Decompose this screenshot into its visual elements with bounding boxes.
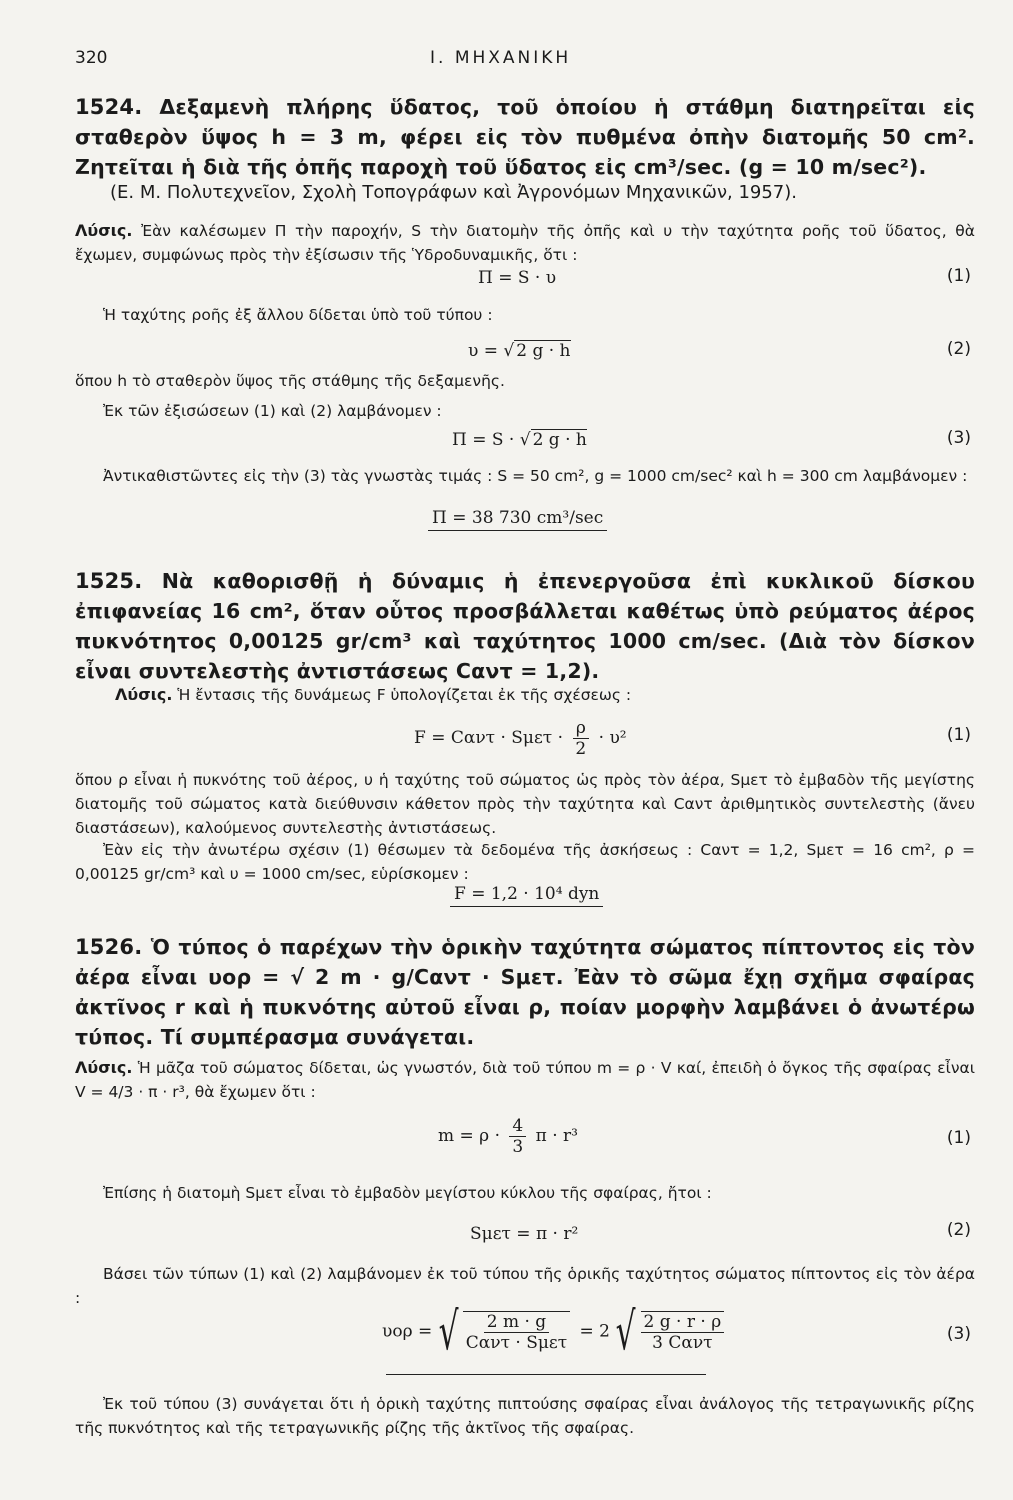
text-line: Ἐκ τῶν ἐξισώσεων (1) καὶ (2) λαμβάνομεν : [103, 402, 442, 420]
denominator: 2 [575, 739, 587, 759]
text-line: ὅπου h τὸ σταθερὸν ὕψος τῆς στάθμης τῆς δεξαμενῆς. [75, 372, 505, 390]
solution-intro [75, 1056, 975, 1104]
sqrt-icon: √ [503, 341, 515, 361]
equation-lhs: Π = S · [452, 430, 520, 450]
equation-mid: = 2 [574, 1321, 616, 1342]
problem-statement: Ὁ τύπος ὁ παρέχων τὴν ὁρικὴν ταχύτητα σώματος πίπτοντος εἰς τὸν ἀέρα εἶναι υορ = √ 2 m · g/Cαντ · Sμετ. Ἐὰν τὸ σῶμα ἔχῃ σχῆμα σφαίρας ἀκτῖνος r καὶ ἡ πυκνότης αὐτοῦ εἶναι ρ, ποίαν μορφὴν λαμβάνει ὁ ἀνωτέρω τύπος. Τί συμπέρασμα συνάγεται. [75, 935, 975, 1049]
equation-lhs: υορ = [382, 1321, 438, 1342]
equation-lhs: F = Cαντ · Sμετ · [414, 728, 569, 748]
text-line: Ἡ ταχύτης ροῆς ἐξ ἄλλου δίδεται ὑπὸ τοῦ τύπου : [103, 306, 493, 324]
solution-text: Ἐὰν καλέσωμεν Π τὴν παροχήν, S τὴν διατομὴν τῆς ὀπῆς καὶ υ τὴν ταχύτητα ροῆς τοῦ ὕδατος, θὰ ἔχωμεν, συμφώνως πρὸς τὴν ἐξίσωσιν τῆς Ὑδροδυναμικῆς, ὅτι : [75, 222, 975, 264]
equation-2: Sμετ = π · r² [470, 1224, 579, 1244]
numerator: 2 m · g [484, 1312, 549, 1333]
equation-number: (2) [946, 339, 971, 359]
problem-statement: Δεξαμενὴ πλήρης ὕδατος, τοῦ ὁποίου ἡ στάθμη διατηρεῖται εἰς σταθερὸν ὕψος h = 3 m, φέρει εἰς τὸν πυθμένα ὀπὴν διατομῆς 50 cm². Ζητεῖται ἡ διὰ τῆς ὀπῆς παροχὴ τοῦ ὕδατος εἰς cm³/sec. (g = 10 m/sec²). [75, 95, 975, 179]
solution-text: Ἡ μᾶζα τοῦ σώματος δίδεται, ὡς γνωστόν, διὰ τοῦ τύπου m = ρ · V καί, ἐπειδὴ ὁ ὄγκος τῆς σφαίρας εἶναι V = 4/3 · π · r³, θὰ ἔχωμεν ὅτι : [75, 1059, 975, 1101]
conclusion-paragraph: Ἐκ τοῦ τύπου (3) συνάγεται ὅτι ἡ ὁρικὴ ταχύτης πιπτούσης σφαίρας εἶναι ἀνάλογος τῆς τετραγωνικῆς ρίζης τῆς πυκνότητος καὶ τῆς τετραγωνικῆς ρίζης τῆς ἀκτῖνος τῆς σφαίρας. [75, 1395, 975, 1437]
problem-1524 [75, 92, 975, 182]
equation-number: (3) [946, 428, 971, 448]
text-paragraph: Ἐὰν εἰς τὴν ἀνωτέρω σχέσιν (1) θέσωμεν τὰ δεδομένα τῆς ἀσκήσεως : Cαντ = 1,2, Sμετ = 16 cm², ρ = 0,00125 gr/cm³ καὶ υ = 1000 cm/sec, εὑρίσκομεν : [75, 841, 975, 883]
equation-number: (1) [946, 1128, 971, 1148]
equation-2 [468, 341, 571, 361]
solution-label: Λύσις. [75, 221, 133, 240]
equation-rhs: π · r³ [530, 1126, 578, 1146]
denominator: 3 [512, 1137, 524, 1157]
solution-intro [75, 219, 975, 267]
problem-number: 1524. [75, 95, 143, 119]
numerator: 4 [509, 1116, 526, 1137]
denominator: 3 Cαντ [652, 1333, 713, 1353]
sqrt-icon: √ [519, 430, 531, 450]
equation-number: (2) [946, 1220, 971, 1240]
problem-1526 [75, 932, 975, 1052]
equation-number: (3) [946, 1324, 971, 1344]
equation-number: (1) [946, 266, 971, 286]
equation-rhs: · υ² [593, 728, 627, 748]
equation-lhs: υ = [468, 341, 504, 361]
fraction [509, 1116, 526, 1157]
numerator: ρ [573, 718, 589, 739]
denominator: Cαντ · Sμετ [465, 1333, 568, 1353]
solution-label: Λύσις. [115, 685, 173, 704]
text-paragraph: Ἀντικαθιστῶντες εἰς τὴν (3) τὰς γνωστὰς τιμάς : S = 50 cm², g = 1000 cm/sec² καὶ h = 300 cm λαμβάνομεν : [103, 467, 968, 485]
fraction [641, 1311, 725, 1353]
equation-1 [438, 1116, 578, 1157]
equation-3 [382, 1302, 728, 1362]
result-1525: F = 1,2 · 10⁴ dyn [450, 884, 603, 907]
equation-3 [452, 430, 587, 450]
radicand: 2 g · h [532, 430, 587, 450]
text-paragraph: ὅπου ρ εἶναι ἡ πυκνότης τοῦ ἀέρος, υ ἡ ταχύτης τοῦ σώματος ὡς πρὸς τὸν ἀέρα, Sμετ τὸ ἐμβαδὸν τῆς μεγίστης διατομῆς τοῦ σώματος κατὰ διεύθυνσιν κάθετον πρὸς τὴν ταχύτητα καὶ Cαντ ἀριθμητικὸς συντελεστὴς (ἄνευ διαστάσεων), καλούμενος συντελεστὴς ἀντιστάσεως. [75, 771, 975, 837]
equation-lhs: m = ρ · [438, 1126, 506, 1146]
solution-text: Ἡ ἔντασις τῆς δυνάμεως F ὑπολογίζεται ἐκ τῆς σχέσεως : [177, 686, 632, 704]
numerator: 2 g · r · ρ [641, 1312, 725, 1333]
result-1524: Π = 38 730 cm³/sec [428, 508, 607, 531]
running-title: Ι. ΜΗΧΑΝΙΚΗ [430, 48, 572, 68]
fraction [463, 1311, 570, 1353]
solution-intro [115, 683, 975, 707]
problem-source: (Ε. Μ. Πολυτεχνεῖον, Σχολὴ Τοπογράφων καὶ Ἀγρονόμων Μηχανικῶν, 1957). [110, 182, 798, 203]
problem-number: 1526. [75, 935, 143, 959]
radicand: 2 g · h [516, 341, 571, 361]
text-paragraph: Βάσει τῶν τύπων (1) καὶ (2) λαμβάνομεν ἐκ τοῦ τύπου τῆς ὁρικῆς ταχύτητος σώματος πίπτοντος εἰς τὸν ἀέρα : [75, 1265, 975, 1307]
result-underline [386, 1374, 706, 1375]
solution-label: Λύσις. [75, 1058, 133, 1077]
equation-number: (1) [946, 725, 971, 745]
page-number: 320 [75, 48, 108, 68]
text-line: Ἐπίσης ἡ διατομὴ Sμετ εἶναι τὸ ἐμβαδὸν μεγίστου κύκλου τῆς σφαίρας, ἤτοι : [103, 1184, 712, 1202]
sqrt-icon: √ [438, 1302, 459, 1362]
problem-number: 1525. [75, 569, 143, 593]
problem-1525 [75, 566, 975, 686]
problem-statement: Νὰ καθορισθῇ ἡ δύναμις ἡ ἐπενεργοῦσα ἐπὶ κυκλικοῦ δίσκου ἐπιφανείας 16 cm², ὅταν οὗτος προσβάλλεται καθέτως ὑπὸ ρεύματος ἀέρος πυκνότητος 0,00125 gr/cm³ καὶ ταχύτητος 1000 cm/sec. (Διὰ τὸν δίσκον εἶναι συντελεστὴς ἀντιστάσεως Cαντ = 1,2). [75, 569, 975, 683]
fraction [572, 718, 589, 759]
equation-1 [414, 718, 627, 759]
equation-1: Π = S · υ [478, 268, 557, 288]
sqrt-icon: √ [616, 1302, 636, 1362]
